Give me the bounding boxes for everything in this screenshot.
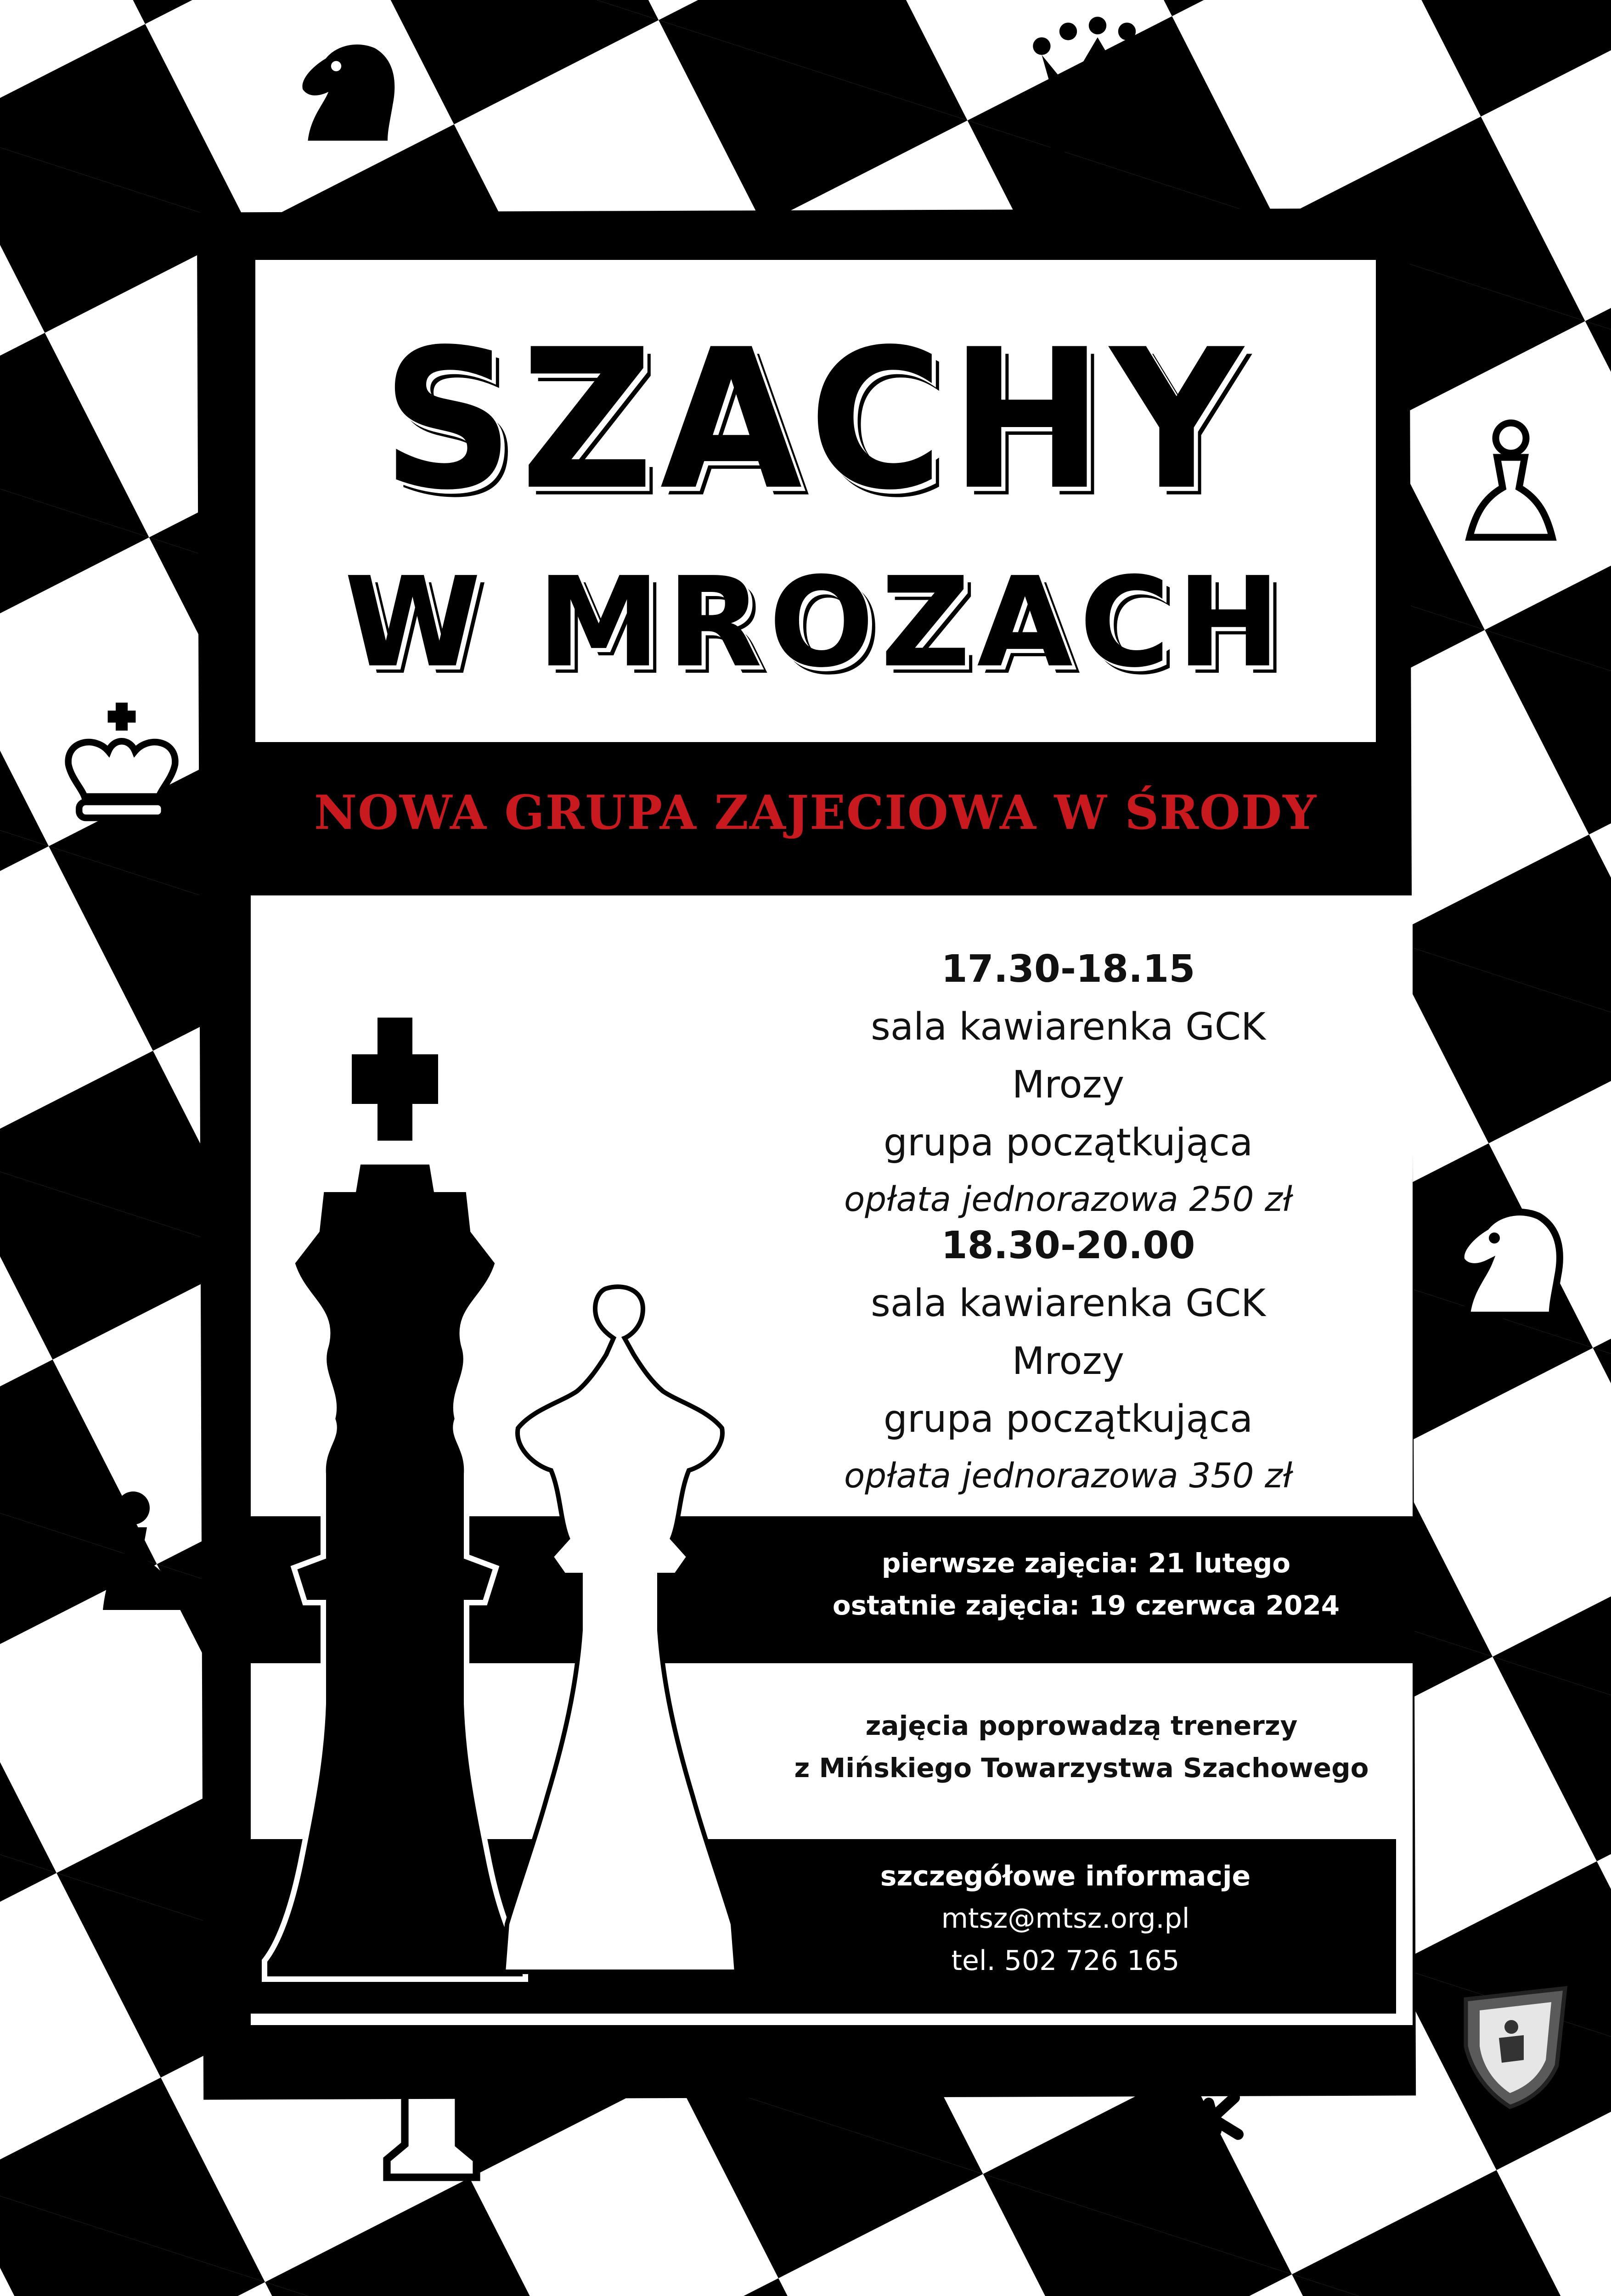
first-class-date: pierwsze zajęcia: 21 lutego — [881, 1548, 1291, 1579]
subtitle: NOWA GRUPA ZAJECIOWA W ŚRODY — [314, 785, 1318, 840]
pawn-icon — [92, 1483, 202, 1621]
queen-silhouette — [496, 1281, 744, 1981]
gck-logo — [1139, 2076, 1249, 2169]
session-place: sala kawiarenka GCK Mrozy — [871, 1282, 1266, 1383]
trainers-line-2: z Mińskiego Towarzystwa Szachowego — [794, 1752, 1369, 1784]
knight-icon — [280, 28, 418, 156]
session-fee: opłata jednorazowa 250 zł — [844, 1180, 1293, 1219]
knight-icon — [1442, 1194, 1580, 1332]
pawn-icon — [1456, 413, 1566, 551]
session-group: grupa początkująca — [883, 1397, 1253, 1441]
mtsz-logo — [1447, 1975, 1584, 2114]
contact-phone[interactable]: tel. 502 726 165 — [951, 1945, 1180, 1977]
title-line-1: SZACHY — [382, 308, 1250, 533]
session-block — [820, 940, 1316, 1227]
trainers-info — [730, 1705, 1433, 1789]
title-line-2: W MROZACH — [344, 550, 1287, 695]
king-icon — [55, 698, 188, 831]
contact-info — [735, 1855, 1396, 1982]
king-silhouette — [257, 1006, 533, 1986]
title-panel — [255, 260, 1376, 742]
dates-info — [735, 1542, 1437, 1626]
session-fee: opłata jednorazowa 350 zł — [844, 1456, 1293, 1496]
session-time: 18.30-20.00 — [941, 1224, 1195, 1267]
session-time: 17.30-18.15 — [941, 947, 1195, 991]
queen-icon — [1024, 14, 1171, 161]
contact-email[interactable]: mtsz@mtsz.org.pl — [941, 1902, 1190, 1935]
trainers-line-1: zajęcia poprowadzą trenerzy — [865, 1710, 1298, 1741]
session-group: grupa początkująca — [883, 1121, 1253, 1165]
session-place: sala kawiarenka GCK Mrozy — [871, 1005, 1266, 1107]
last-class-date: ostatnie zajęcia: 19 czerwca 2024 — [832, 1590, 1340, 1621]
contact-heading: szczegółowe informacje — [880, 1860, 1251, 1892]
bottom-rule — [230, 2027, 1412, 2046]
session-block — [820, 1217, 1316, 1503]
